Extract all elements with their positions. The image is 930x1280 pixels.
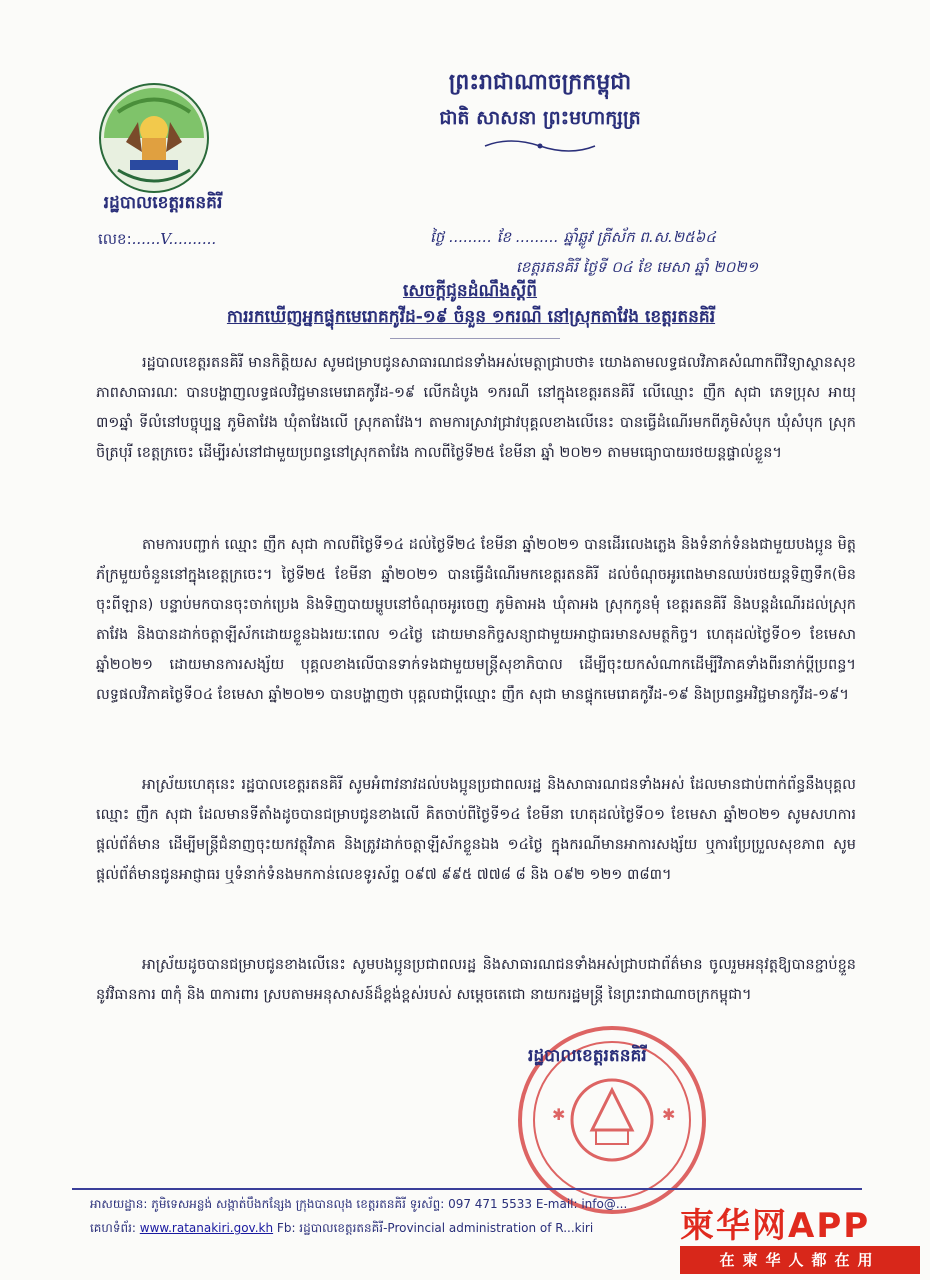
website-label: គេហទំព័រ: [90, 1221, 136, 1235]
address-label: អាសយដ្ឋាន: [90, 1197, 148, 1211]
signatory-name: រដ្ឋបាលខេត្តរតនគិរី [528, 1046, 647, 1066]
facebook-text: Fb: រដ្ឋបាលខេត្តរតនគិរី-Provincial administration of R...kiri [276, 1221, 594, 1235]
footer-divider [72, 1188, 862, 1190]
lunar-date-line: ថ្ងៃ ......... ខែ ......... ឆ្នាំឆ្លូវ ត្រីស័ក ព.ស.២៥៦៤ [430, 228, 716, 246]
notice-subject: ការរកឃើញអ្នកផ្ទុកមេរោគកូវីដ-១៩ ចំនួន ១ករណី នៅស្រុកតាវែង ខេត្តរតនគិរី [226, 307, 716, 327]
national-motto: ជាតិ សាសនា ព្រះមហាក្សត្រ [439, 107, 641, 129]
address-text: ភូមិទេសអន្លង់ សង្កាត់បឹងកន្សែង ក្រុងបានលុង ខេត្តរតនគិរី ទូរស័ព្ទ: 097 471 5533 E-mail: info@... [151, 1197, 628, 1211]
website-link[interactable]: www.ratanakiri.gov.kh [139, 1221, 274, 1235]
paragraph-2: តាមការបញ្ជាក់ ឈ្មោះ ញឹក សុជា កាលពីថ្ងៃទី១៤ ដល់ថ្ងៃទី២៤ ខែមីនា ឆ្នាំ២០២១ បានដើរលេងភ្លេង និងទំនាក់ទំនងជាមួយបងប្អូន មិត្តភ័ក្រមួយចំនួននៅក្នុងខេត្តក្រចេះ។ ថ្ងៃទី២៥ ខែមីនា ឆ្នាំ២០២១ បានធ្វើដំណើរមកខេត្តរតនគិរី ដល់ចំណុចអូរពេងមានឈប់រថយន្តទិញទឹក(មិនចុះពីឡាន) បន្ទាប់មកបានចុះចាក់ប្រេង និងទិញបាយម្ហូបនៅចំណុចអូរចេញ ភូមិតាអង ឃុំតាអង ស្រុកកូនមុំ ខេត្តរតនគិរី និងបន្តដំណើរដល់ស្រុកតាវែង និងបានដាក់ចត្តាឡីស័កដោយខ្លួនឯងរយៈពេល ១៤ថ្ងៃ ដោយមានកិច្ចសន្យាជាមួយអាជ្ញាធរមានសមត្ថកិច្ច។ ហេតុដល់ថ្ងៃទី០១ ខែមេសា ឆ្នាំ២០២១ ដោយមានការសង្ស័យ បុគ្គលខាងលើបានទាក់ទងជាមួយមន្ត្រីសុខាភិបាល ដើម្បីចុះយកសំណាកដើម្បីវិភាគទាំងពីរនាក់ប្តីប្រពន្ធ។ លទ្ធផលវិភាគថ្ងៃទី០៤ ខែមេសា ឆ្នាំ២០២១ បានបង្ហាញថា បុគ្គលជាប្តីឈ្មោះ ញឹក សុជា មានផ្ទុកមេរោគកូវីដ-១៩ និងប្រពន្ធអវិជ្ជមានកូវីដ-១៩។ [96, 537, 856, 703]
paragraph-4: អាស្រ័យដូចបានជម្រាបជូនខាងលើនេះ សូមបងប្អូនប្រជាពលរដ្ឋ និងសាធារណជនទាំងអស់ជ្រាបជាព័ត៌មាន ចូលរួមអនុវត្តឱ្យបានខ្ជាប់ខ្ជួននូវវិធានការ ៣កុំ និង ៣ការពារ ស្របតាមអនុសាសន៍ដ៏ខ្ពង់ខ្ពស់របស់ សម្តេចតេជោ នាយករដ្ឋមន្ត្រី នៃព្រះរាជាណាចក្រកម្ពុជា។ [96, 957, 856, 1003]
reference-label: លេខ: [98, 230, 132, 248]
notice-title: សេចក្តីជូនដំណឹងស្តីពី [402, 281, 538, 301]
reference-value: ......V.......... [131, 230, 217, 248]
paragraph-1: រដ្ឋបាលខេត្តរតនគិរី មានកិត្តិយស សូមជម្រាបជូនសាធារណជនទាំងអស់មេត្តាជ្រាបថា៖ យោងតាមលទ្ធផលវិភាគសំណាកពីវិទ្យាស្ថានសុខភាពសាធារណៈ បានបង្ហាញលទ្ធផលវិជ្ជមានមេរោគកូវីដ-១៩ លើកដំបូង ១ករណី នៅក្នុងខេត្តរតនគិរី លើឈ្មោះ ញឹក សុជា ភេទប្រុស អាយុ ៣១ឆ្នាំ ទីលំនៅបច្ចុប្បន្ន ភូមិតាវែង ឃុំតាវែងលើ ស្រុកតាវែង។ តាមការស្រាវជ្រាវបុគ្គលខាងលើនេះ បានធ្វើដំណើរមកពីភូមិសំបុក ឃុំសំបុក ស្រុកចិត្របុរី ខេត្តក្រចេះ ដើម្បីរស់នៅជាមួយប្រពន្ធនៅស្រុកតាវែង កាលពីថ្ងៃទី២៥ ខែមីនា ឆ្នាំ ២០២១ តាមមធ្យោបាយរថយន្តផ្ទាល់ខ្លួន។ [96, 355, 856, 461]
provincial-emblem-logo [98, 82, 210, 194]
svg-text:✱: ✱ [662, 1105, 676, 1124]
kingdom-heading: ព្រះរាជាណាចក្រកម្ពុជា [448, 70, 632, 95]
watermark-logo: 柬华网APP [680, 1206, 871, 1246]
title-divider [390, 338, 560, 339]
watermark-slogan: 在柬华人都在用 [680, 1246, 920, 1274]
divider-ornament-icon [480, 136, 600, 156]
svg-text:✱: ✱ [552, 1105, 566, 1124]
watermark [680, 1198, 920, 1280]
paragraph-3: អាស្រ័យហេតុនេះ រដ្ឋបាលខេត្តរតនគិរី សូមអំពាវនាវដល់បងប្អូនប្រជាពលរដ្ឋ និងសាធារណជនទាំងអស់ ដែលមានជាប់ពាក់ព័ន្ធនឹងបុគ្គលឈ្មោះ ញឹក សុជា ដែលមានទីតាំងដូចបានជម្រាបជូនខាងលើ គិតចាប់ពីថ្ងៃទី១៤ ខែមីនា ហេតុដល់ថ្ងៃទី០១ ខែមេសា ឆ្នាំ២០២១ សូមសហការផ្តល់ព័ត៌មាន ដើម្បីមន្ត្រីជំនាញចុះយកវត្ថុវិភាគ និងត្រូវដាក់ចត្តាឡីស័កខ្លួនឯង ១៤ថ្ងៃ ក្នុងករណីមានអាការសង្ស័យ ឬការប្រែប្រួលសុខភាព សូមផ្តល់ព័ត៌មានជូនអាជ្ញាធរ ឬទំនាក់ទំនងមកកាន់លេខទូរស័ព្ទ ០៩៧ ៩៩៥ ៧៧៨ ៨ និង ០៩២ ១២១ ៣៨៣។ [96, 777, 856, 883]
solar-date-line: ខេត្តរតនគិរី ថ្ងៃទី ០៤ ខែ មេសា ឆ្នាំ ២០២១ [516, 258, 759, 276]
org-name-left: រដ្ឋបាលខេត្តរតនគិរី [103, 193, 223, 213]
reference-number [98, 230, 216, 252]
